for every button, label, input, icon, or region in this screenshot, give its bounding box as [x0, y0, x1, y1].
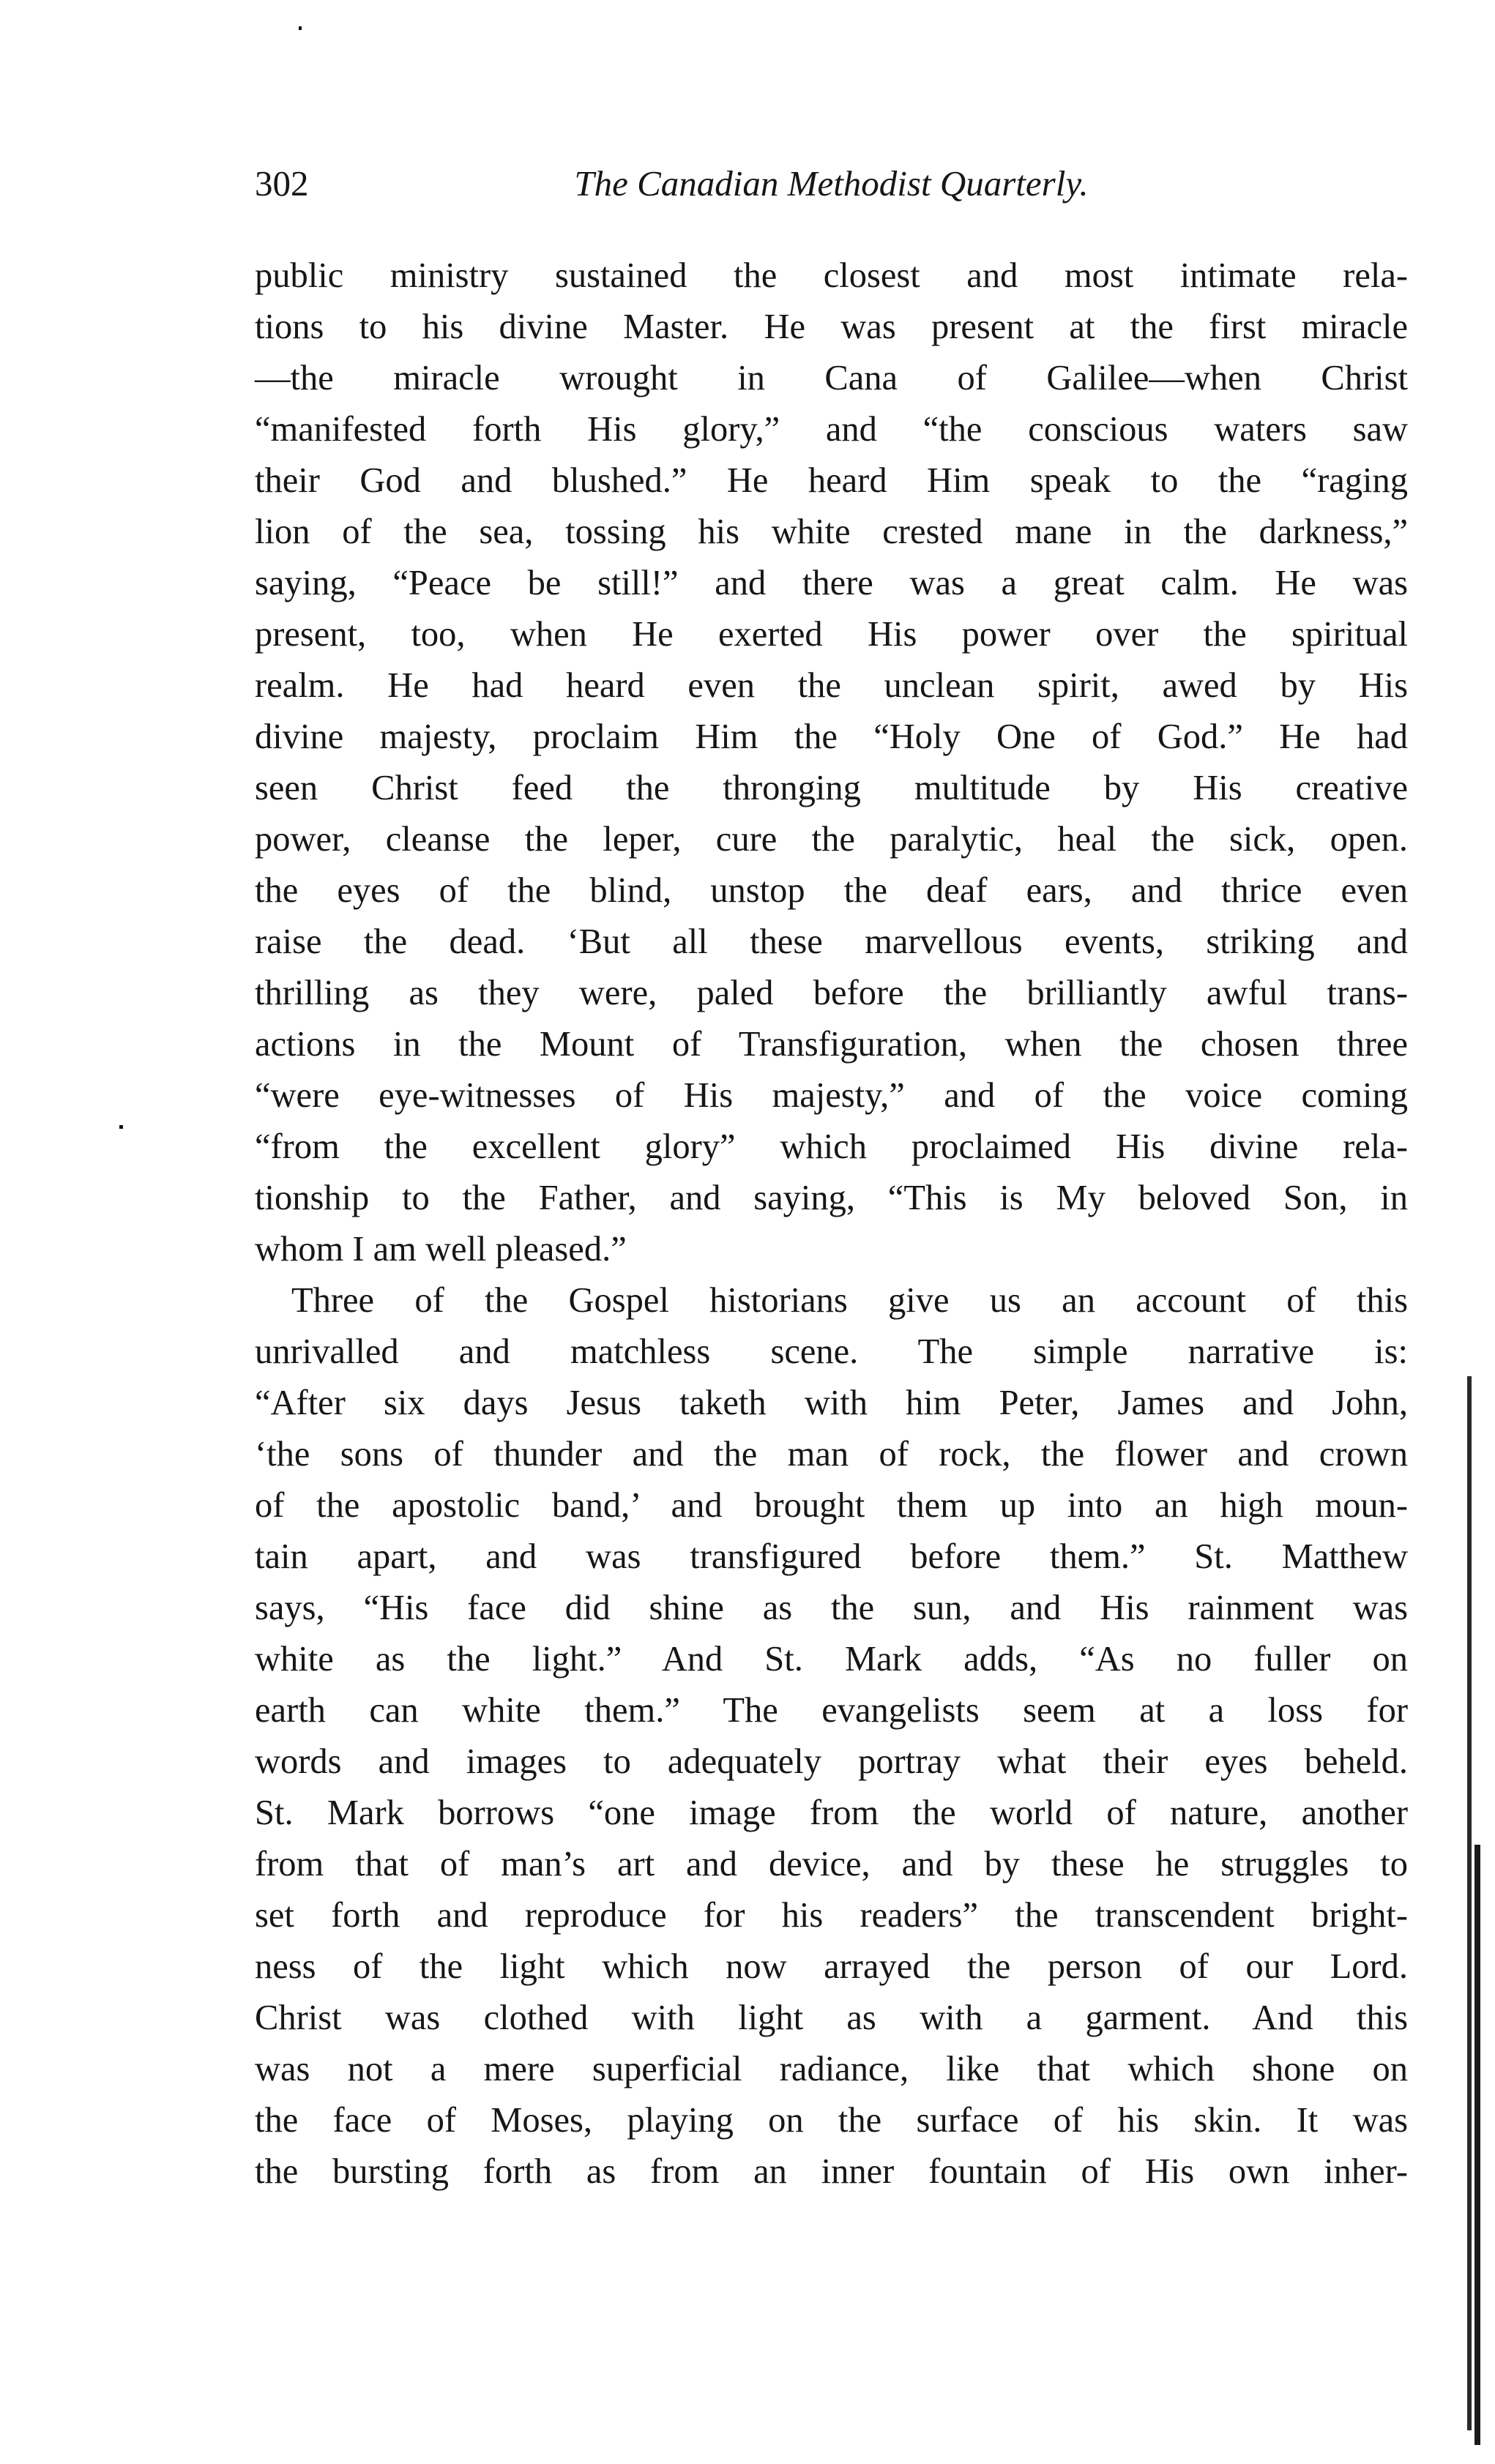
- text-line: power, cleanse the leper, cure the paralytic, heal the sick, open.: [255, 820, 1408, 859]
- text-line: —the miracle wrought in Cana of Galilee—when Christ: [255, 359, 1408, 397]
- text-line: tions to his divine Master. He was present at the first miracle: [255, 307, 1408, 346]
- text-line: raise the dead. ‘But all these marvellous events, striking and: [255, 922, 1408, 961]
- text-line: lion of the sea, tossing his white crested mane in the darkness,”: [255, 512, 1408, 551]
- text-line: unrivalled and matchless scene. The simple narrative is:: [255, 1332, 1408, 1371]
- text-line: seen Christ feed the thronging multitude by His creative: [255, 769, 1408, 807]
- text-line: present, too, when He exerted His power over the spiritual: [255, 615, 1408, 654]
- text-line: ‘the sons of thunder and the man of rock, the flower and crown: [255, 1435, 1408, 1474]
- text-line: actions in the Mount of Transfiguration, when the chosen three: [255, 1025, 1408, 1064]
- page-number: 302: [255, 163, 309, 204]
- text-line: “from the excellent glory” which proclaimed His divine rela-: [255, 1127, 1408, 1166]
- text-line: says, “His face did shine as the sun, and His rainment was: [255, 1588, 1408, 1627]
- text-line: “manifested forth His glory,” and “the conscious waters saw: [255, 410, 1408, 449]
- text-line: “After six days Jesus taketh with him Peter, James and John,: [255, 1384, 1408, 1422]
- text-line: set forth and reproduce for his readers” the transcendent bright-: [255, 1896, 1408, 1935]
- body-text: [255, 250, 1408, 2198]
- text-line: Christ was clothed with light as with a garment. And this: [255, 1998, 1408, 2037]
- text-line: the bursting forth as from an inner fountain of His own inher-: [255, 2152, 1408, 2191]
- text-line: earth can white them.” The evangelists seem at a loss for: [255, 1691, 1408, 1730]
- running-header: [255, 157, 1408, 215]
- text-line: whom I am well pleased.”: [255, 1230, 627, 1269]
- running-title: The Canadian Methodist Quarterly.: [574, 163, 1089, 204]
- text-line: the face of Moses, playing on the surface of his skin. It was: [255, 2101, 1408, 2140]
- text-line: thrilling as they were, paled before the brilliantly awful trans-: [255, 974, 1408, 1012]
- scan-speck: [119, 1125, 123, 1129]
- scan-speck: [299, 26, 302, 30]
- text-line: St. Mark borrows “one image from the world of nature, another: [255, 1793, 1408, 1832]
- text-line: was not a mere superficial radiance, like that which shone on: [255, 2050, 1408, 2088]
- binding-shadow: [1475, 1845, 1480, 2445]
- text-line: saying, “Peace be still!” and there was a great calm. He was: [255, 564, 1408, 602]
- text-line: from that of man’s art and device, and by these he struggles to: [255, 1845, 1408, 1884]
- text-line: realm. He had heard even the unclean spirit, awed by His: [255, 666, 1408, 705]
- text-line: public ministry sustained the closest and most intimate rela-: [255, 256, 1408, 295]
- text-line: Three of the Gospel historians give us an account of this: [291, 1281, 1408, 1320]
- binding-shadow: [1467, 1376, 1472, 2430]
- text-line: divine majesty, proclaim Him the “Holy One of God.” He had: [255, 717, 1408, 756]
- text-line: white as the light.” And St. Mark adds, “As no fuller on: [255, 1640, 1408, 1679]
- text-line: tain apart, and was transfigured before them.” St. Matthew: [255, 1537, 1408, 1576]
- text-line: words and images to adequately portray what their eyes beheld.: [255, 1742, 1408, 1781]
- text-line: “were eye-witnesses of His majesty,” and of the voice coming: [255, 1076, 1408, 1115]
- text-line: ness of the light which now arrayed the person of our Lord.: [255, 1947, 1408, 1986]
- text-line: the eyes of the blind, unstop the deaf ears, and thrice even: [255, 871, 1408, 910]
- text-line: tionship to the Father, and saying, “This is My beloved Son, in: [255, 1179, 1408, 1217]
- text-line: their God and blushed.” He heard Him speak to the “raging: [255, 461, 1408, 500]
- text-line: of the apostolic band,’ and brought them up into an high moun-: [255, 1486, 1408, 1525]
